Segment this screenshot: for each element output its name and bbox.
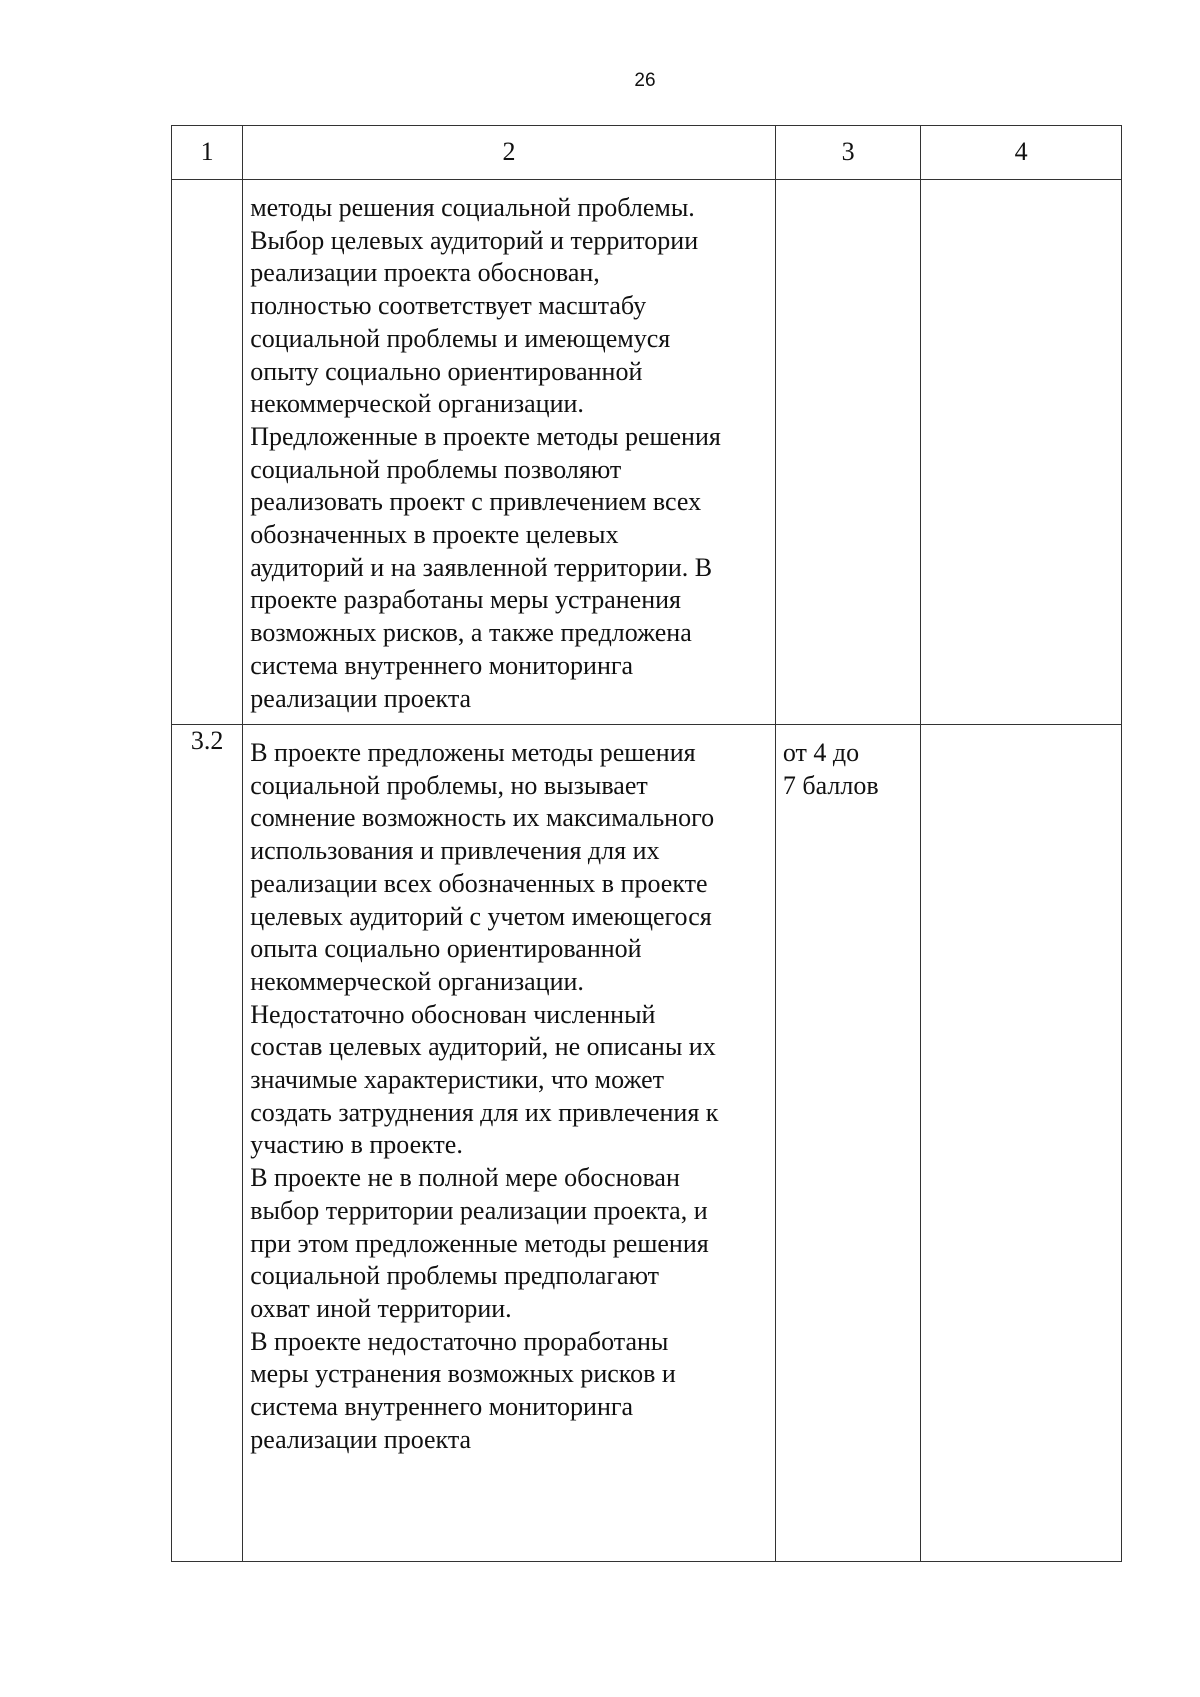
score-text <box>776 725 920 802</box>
text-line: значимые характеристики, что может <box>250 1065 664 1095</box>
header-cell-1: 1 <box>172 126 243 180</box>
text-line: проекте разработаны меры устранения <box>250 585 681 615</box>
text-line: участию в проекте. <box>250 1130 463 1160</box>
text-line: опыта социально ориентированной <box>250 934 642 964</box>
text-line: полностью соответствует масштабу <box>250 291 647 321</box>
text-line: обозначенных в проекте целевых <box>250 520 619 550</box>
text-line: сомнение возможность их максимального <box>250 803 715 833</box>
text-line: Выбор целевых аудиторий и территории <box>250 225 699 255</box>
text-line: меры устранения возможных рисков и <box>250 1359 676 1389</box>
text-line: социальной проблемы позволяют <box>250 454 622 484</box>
row-number-cell <box>172 180 243 725</box>
table-row <box>172 725 1122 1562</box>
score-cell <box>775 180 920 725</box>
text-line: реализации проекта обоснован, <box>250 258 600 288</box>
text-line: Предложенные в проекте методы решения <box>250 421 721 451</box>
description-cell <box>243 725 776 1562</box>
notes-cell <box>921 725 1122 1562</box>
table-row <box>172 180 1122 725</box>
text-line: выбор территории реализации проекта, и <box>250 1195 708 1225</box>
text-line: опыту социально ориентированной <box>250 356 643 386</box>
text-line: реализации всех обозначенных в проекте <box>250 868 708 898</box>
description-text <box>243 180 775 715</box>
text-line: реализации проекта <box>250 683 472 713</box>
criteria-table <box>171 125 1122 1562</box>
text-line: методы решения социальной проблемы. <box>250 193 695 222</box>
table-header-row <box>172 126 1122 180</box>
page-number: 26 <box>634 70 656 91</box>
score-cell <box>775 725 920 1562</box>
text-line: социальной проблемы предполагают <box>250 1261 660 1291</box>
text-line: система внутреннего мониторинга <box>250 1392 634 1422</box>
score-text <box>776 180 920 192</box>
text-line: Недостаточно обоснован численный <box>250 999 656 1029</box>
text-line: создать затруднения для их привлечения к <box>250 1097 719 1127</box>
score-line: 7 баллов <box>782 770 879 800</box>
text-line: использования и привлечения для их <box>250 836 660 866</box>
notes-cell <box>921 180 1122 725</box>
header-cell-4: 4 <box>921 126 1122 180</box>
text-line: реализовать проект с привлечением всех <box>250 487 702 517</box>
header-cell-3: 3 <box>775 126 920 180</box>
text-line: охват иной территории. <box>250 1293 512 1323</box>
text-line: некоммерческой организации. <box>250 966 584 996</box>
text-line: социальной проблемы и имеющемуся <box>250 323 671 353</box>
text-line: В проекте недостаточно проработаны <box>250 1326 669 1356</box>
text-line: система внутреннего мониторинга <box>250 650 634 680</box>
text-line: состав целевых аудиторий, не описаны их <box>250 1032 716 1062</box>
text-line: социальной проблемы, но вызывает <box>250 770 648 800</box>
text-line: реализации проекта <box>250 1424 472 1454</box>
text-line: В проекте предложены методы решения <box>250 738 696 767</box>
text-line: В проекте не в полной мере обоснован <box>250 1163 680 1193</box>
text-line: целевых аудиторий с учетом имеющегося <box>250 901 712 931</box>
row-number-cell: 3.2 <box>172 725 243 1562</box>
text-line: при этом предложенные методы решения <box>250 1228 709 1258</box>
text-line: некоммерческой организации. <box>250 389 584 419</box>
description-cell <box>243 180 776 725</box>
score-line: от 4 до <box>782 738 860 767</box>
text-line: возможных рисков, а также предложена <box>250 618 692 648</box>
header-cell-2: 2 <box>243 126 776 180</box>
text-line: аудиторий и на заявленной территории. В <box>250 552 713 582</box>
description-text <box>243 725 775 1456</box>
